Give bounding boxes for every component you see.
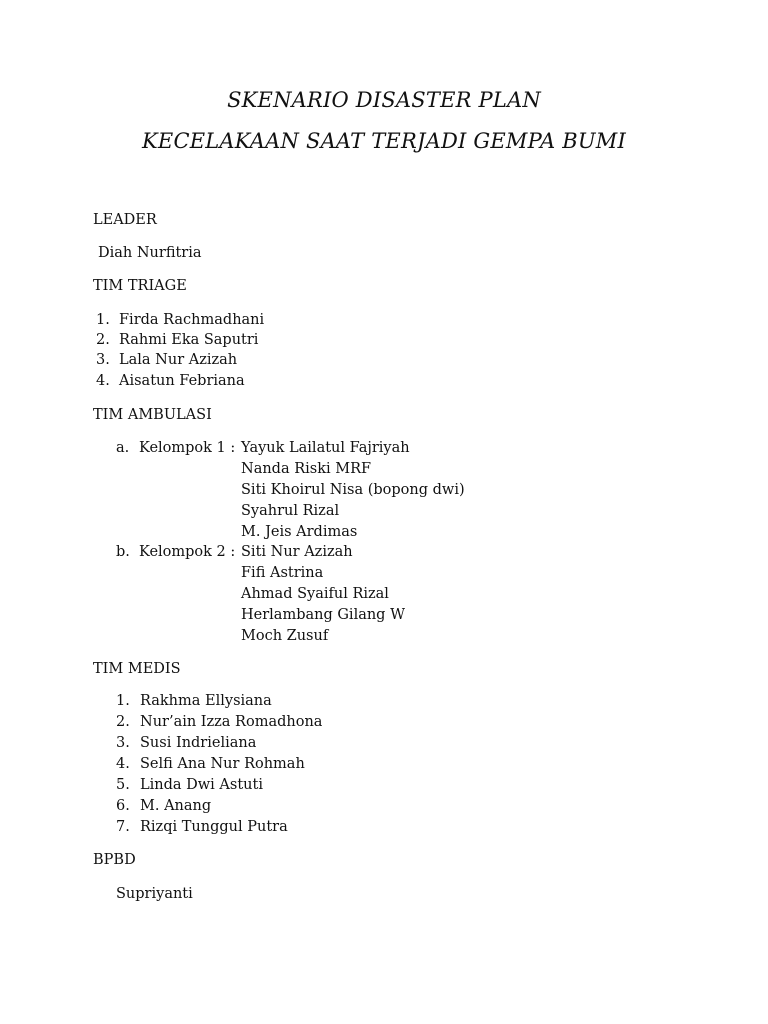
group-member: Yayuk Lailatul Fajriyah bbox=[241, 440, 410, 456]
medis-number: 5. bbox=[116, 777, 130, 793]
medis-number: 1. bbox=[116, 693, 130, 709]
medis-member: Susi Indrieliana bbox=[140, 735, 257, 751]
triage-heading: TIM TRIAGE bbox=[93, 278, 187, 294]
triage-number: 2. bbox=[96, 332, 110, 348]
group-label: Kelompok 1 : bbox=[139, 440, 236, 456]
group-member: Fifi Astrina bbox=[241, 565, 324, 581]
triage-member: Aisatun Febriana bbox=[119, 373, 245, 389]
medis-heading: TIM MEDIS bbox=[93, 661, 181, 677]
triage-member: Lala Nur Azizah bbox=[119, 352, 238, 368]
group-member: Moch Zusuf bbox=[241, 628, 329, 644]
medis-member: Nur’ain Izza Romadhona bbox=[140, 714, 323, 730]
medis-member: Rizqi Tunggul Putra bbox=[140, 819, 288, 835]
group-member: Herlambang Gilang W bbox=[241, 607, 405, 623]
medis-member: Selfi Ana Nur Rohmah bbox=[140, 756, 305, 772]
triage-number: 1. bbox=[96, 312, 110, 328]
document-subtitle: KECELAKAAN SAAT TERJADI GEMPA BUMI bbox=[142, 129, 626, 153]
medis-number: 2. bbox=[116, 714, 130, 730]
group-member: Siti Khoirul Nisa (bopong dwi) bbox=[241, 482, 465, 498]
group-member: Nanda Riski MRF bbox=[241, 461, 372, 477]
leader-name: Diah Nurfitria bbox=[98, 245, 202, 261]
leader-heading: LEADER bbox=[93, 212, 157, 228]
medis-number: 7. bbox=[116, 819, 130, 835]
group-member: Ahmad Syaiful Rizal bbox=[241, 586, 389, 602]
group-member: Syahrul Rizal bbox=[241, 503, 340, 519]
group-label: Kelompok 2 : bbox=[139, 544, 236, 560]
medis-number: 6. bbox=[116, 798, 130, 814]
group-member: M. Jeis Ardimas bbox=[241, 524, 358, 540]
ambulance-heading: TIM AMBULASI bbox=[93, 407, 212, 423]
triage-member: Firda Rachmadhani bbox=[119, 312, 265, 328]
triage-member: Rahmi Eka Saputri bbox=[119, 332, 259, 348]
triage-number: 3. bbox=[96, 352, 110, 368]
medis-member: M. Anang bbox=[140, 798, 212, 814]
document-title: SKENARIO DISASTER PLAN bbox=[227, 88, 541, 112]
group-member: Siti Nur Azizah bbox=[241, 544, 353, 560]
medis-number: 4. bbox=[116, 756, 130, 772]
group-marker: a. bbox=[116, 440, 130, 456]
triage-number: 4. bbox=[96, 373, 110, 389]
medis-member: Rakhma Ellysiana bbox=[140, 693, 272, 709]
bpbd-heading: BPBD bbox=[93, 852, 136, 868]
medis-member: Linda Dwi Astuti bbox=[140, 777, 263, 793]
group-marker: b. bbox=[116, 544, 130, 560]
medis-number: 3. bbox=[116, 735, 130, 751]
bpbd-name: Supriyanti bbox=[116, 886, 193, 902]
